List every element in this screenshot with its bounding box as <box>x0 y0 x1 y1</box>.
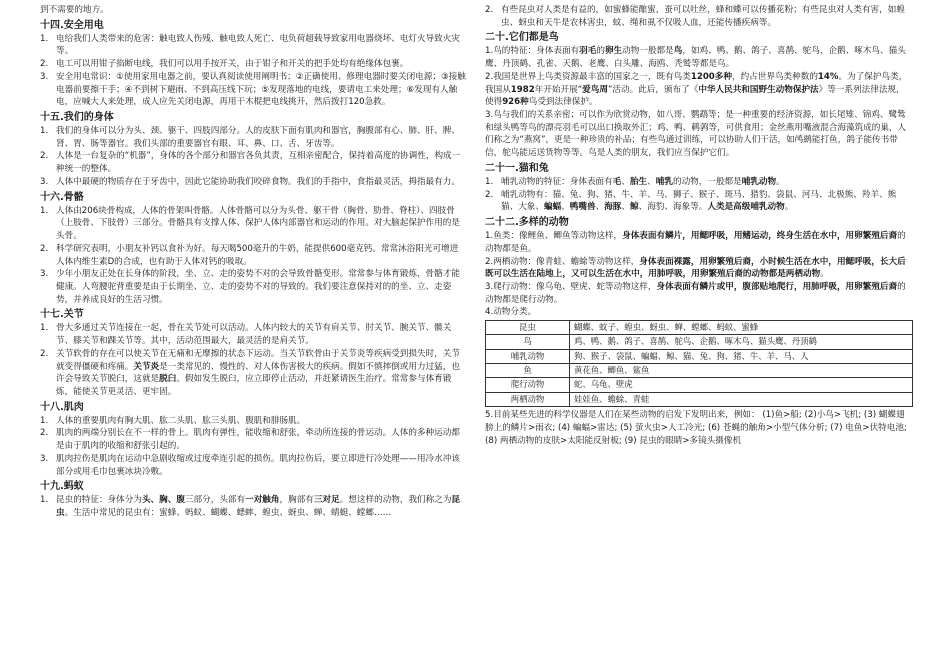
list-item: 1. 我们的身体可以分为头、颈、躯干、四肢四部分。人的皮肤下面有肌肉和器官，胸腹部有心、肺、肝、脾、肾、胃、肠等器官。我们头部的重要器官有眼、耳、鼻、口、舌、牙齿等。 <box>40 125 466 150</box>
text-run: ”活动。此后，颁布了《 <box>607 84 699 95</box>
bold-term: 三对足 <box>313 495 340 506</box>
text-run: 1.鱼类：像鲤鱼、鲫鱼等动物这样， <box>485 231 623 242</box>
bold-term: 身体表面有鳞片或甲，腹部贴地爬行，用肺呼吸，用卵繁殖后裔 <box>656 281 898 292</box>
list-item: 2. 关节软骨的存在可以使关节在无痛和无摩擦的状态下运动。当关节软骨由于关节炎等疾病受到损失时，关节就变得僵硬和疼痛。关节炎是一类常见的、慢性的、对人体伤害极大的疾病。假如不慎摔倒或用力过猛，也许会导致关节脱臼，这就是脱臼。假如发生脱臼，应立即停止活动，并赶紧请医生治疗。常常参与体育锻炼，能使关节更灵活、更牢固。 <box>40 348 466 399</box>
bold-term: 鸭嘴兽 <box>569 202 596 213</box>
table-row <box>486 392 913 406</box>
bold-term: 鲸 <box>630 202 639 213</box>
text-run: 的动物都是鱼。 <box>485 231 906 254</box>
paragraph: 4.动物分类。 <box>485 307 537 318</box>
text-run: 。假如发生脱臼，应立即停止活动，并赶紧请医生治疗。常常参与体育锻炼，能使关节更灵活、更牢固。 <box>56 374 452 397</box>
section-title-birds: 二十.它们都是鸟 <box>485 32 559 44</box>
table-row <box>486 335 913 349</box>
table-row <box>486 364 913 378</box>
section-title-ants: 十九.蚂蚁 <box>40 481 84 493</box>
text-run: 的动物都是爬行动物。 <box>485 281 906 305</box>
text-run: 2.两栖动物：像青蛙、蟾蜍等动物这样， <box>485 256 640 267</box>
list-item: 1. 电给我们人类带来的危害：触电致人伤残、触电致人死亡、电负荷超载导致家用电器烧坏、电灯火导致火灾等。 <box>40 33 466 58</box>
table-row <box>486 349 913 363</box>
section-title-skeleton: 十六.骨骼 <box>40 191 84 203</box>
item-text: 人体由206块骨构成，人体的骨架叫骨骼。人体骨骼可以分为头骨、躯干骨（胸骨、肋骨、脊柱）、四肢骨（上肢骨、下肢骨）三部分。骨骼具有支撑人体、保护人体内部器官和运动的作用。对大脑起保护作用的是头骨。 <box>56 205 460 242</box>
item-text <box>56 494 466 519</box>
section-title-diverse-animals: 二十二.多样的动物 <box>485 217 569 229</box>
text-run: 、 <box>621 176 630 187</box>
bold-term: 关节炎 <box>133 361 160 372</box>
bold-term: 海豚 <box>604 202 622 213</box>
bold-term: 人类是高级哺乳动物 <box>707 202 785 213</box>
bold-term: 926种 <box>502 97 529 108</box>
bold-term: 昆虫 <box>56 495 461 518</box>
table-row <box>486 378 913 392</box>
section-title-body: 十五.我们的身体 <box>40 112 114 124</box>
table-cell-category: 哺乳动物 <box>486 349 570 363</box>
list-item: 2. 科学研究表明，小朋友补钙以食补为好。每天喝500毫升的牛奶，能提供600毫克钙。常常沐浴阳光可增进人体内维生素D的合成，也有助于人体对钙的吸取。 <box>40 243 466 268</box>
text-run: 。 <box>784 202 794 213</box>
item-text: 人体中最硬的物质存在于牙齿中，因此它能协助我们咬碎食物。我们的手指中，食指最灵活，拇指最有力。 <box>56 176 460 187</box>
text-run: ，约占世界鸟类种数的 <box>731 71 818 82</box>
list-item: 1. 哺乳动物的特征：身体表面有毛、胎生、哺乳的动物，一般都是哺乳动物。 <box>485 176 913 189</box>
text-run: 2.我国是世界上鸟类资源最丰富的国家之一，既有鸟类 <box>485 71 691 82</box>
list-item: 1. 骨大多通过关节连接在一起，骨在关节处可以活动。人体内较大的关节有肩关节、肘关节、腕关节、髋关节、膝关节和踝关节等。其中，活动范围最大，最灵活的是肩关节。 <box>40 322 466 347</box>
text-run: 。为了保护鸟类，我国从 <box>485 71 908 95</box>
text-run: 哺乳动物的特征：身体表面有 <box>501 176 613 187</box>
bold-term: 身体表面裸露，用卵繁殖后裔，小时候生活在水中，用鳃呼吸，长大后既可以生活在陆地上，又可以生活在水中，用肺呼吸，用卵繁殖后裔的动物都是两栖动物 <box>485 256 906 280</box>
list-item: 3. 少年小朋友正处在长身体的阶段，坐、立、走的姿势不对的会导致骨骼变形。常常参与体育锻炼，骨骼才能健康。人弯腰驼背重要是由于长期坐、立、走的姿势不对的导致的。我们要注意保持对的的坐、立、走姿势，并养成良好的生活习惯。 <box>40 268 466 306</box>
text-run: 昆虫的特征：身体分为 <box>56 495 142 506</box>
bold-term: 哺乳动物 <box>741 176 777 187</box>
list-item: 2. 哺乳动物有：猫、兔、狗、猪、牛、羊、马、狮子、猴子、斑马、猎豹、袋鼠、河马、北极熊、羚羊、熊猫、大象、蝙蝠、鸭嘴兽、海豚、鲸、海豹、海象等。人类是高级哺乳动物。 <box>485 189 913 214</box>
paragraph: 3.鸟与我们的关系亲密；可以作为欣赏动物，如八哥、鹦鹉等；是一种重要的经济资源，如长尾雉、锦鸡、鹭鸶和绿头鸭等鸟的漂亮羽毛可以出口换取外汇；鸡、鸭、鹌鹑等，可供食用；金丝燕用嘴液混合海藻筑成的巢，人们称之为“燕窝”，更是一种珍贵的补品；有些鸟通过训练，可以协助人们干活，如鸬鹚能打鱼，鸽子能传书带信，鸵鸟能运送货物等等。鸟是人类的朋友，我们应当保护它们。 <box>485 110 907 159</box>
section-title-safe-electricity: 十四.安全用电 <box>40 19 104 31</box>
intro-line: 到不需要的地方。 <box>40 5 109 15</box>
bold-term: 鸟 <box>673 46 683 57</box>
text-run: 是一类常见的、慢性的、对人体伤害极大的疾病。假如不慎摔倒或用力过猛，也许会导致关节脱臼，这就是 <box>56 361 460 385</box>
bold-term: 一对触角 <box>245 495 280 506</box>
list-item: 1. 昆虫的特征：身体分为头、胸、腹三部分，头部有一对触角，胸部有三对足。想这样的动物，我们称之为昆虫。生活中常见的昆虫有：蜜蜂、蚂蚁、蝴蝶、蟋蟀、蝗虫、蚜虫、蝉、蜻蜓、螳螂…… <box>40 494 466 519</box>
text-run: 鸟受到法律保护。 <box>528 97 598 108</box>
bold-term: 哺乳 <box>655 176 673 187</box>
bold-term: 爱鸟周 <box>582 84 608 95</box>
bold-term: 中华人民共和国野生动物保护法 <box>698 84 819 95</box>
text-run: 的 <box>596 46 605 57</box>
list-item: 1. 人体的重要肌肉有胸大肌、肱二头肌、肱三头肌、腹肌和腓肠肌。 <box>40 415 466 428</box>
bold-term: 1200多种 <box>690 71 732 82</box>
text-run: 。生活中常见的昆虫有：蜜蜂、蚂蚁、蝴蝶、蟋蟀、蝗虫、蚜虫、蝉、蜻蜓、螳螂…… <box>64 508 392 518</box>
section-title-joints: 十七.关节 <box>40 309 84 321</box>
text-run: 、 <box>647 176 656 187</box>
text-run: 3.爬行动物：像乌龟、壁虎、蛇等动物这样， <box>485 281 657 292</box>
bold-term: 卵生 <box>604 46 623 57</box>
text-run: 、 <box>595 202 605 213</box>
table-cell-examples: 蛇、乌龟、壁虎 <box>570 378 913 392</box>
paragraph <box>485 230 913 255</box>
item-text: 我们的身体可以分为头、颈、躯干、四肢四部分。人的皮肤下面有肌肉和器官，胸腹部有心、肺、肝、脾、肾、胃、肠等器官。我们头部的重要器官有眼、耳、鼻、口、舌、牙齿等。 <box>56 126 460 149</box>
bold-term: 胎生 <box>629 176 648 187</box>
item-text <box>56 348 466 399</box>
bold-term: 头、胸、腹 <box>141 495 185 506</box>
bold-term: 脱臼 <box>159 374 177 385</box>
table-cell-category: 爬行动物 <box>486 378 570 392</box>
text-run: 年开始开展“ <box>534 84 583 95</box>
item-text: 电工可以用钳子掐断电线，我们可以用手按开关，由于钳子和开关的把手处均有绝缘体包裹。 <box>56 59 409 70</box>
bold-term: 羽毛 <box>579 46 597 57</box>
list-item: 2. 电工可以用钳子掐断电线，我们可以用手按开关，由于钳子和开关的把手处均有绝缘体包裹。 <box>40 58 466 71</box>
table-cell-examples: 狗、猴子、袋鼠、蝙蝠、鲸、猫、兔、狗、猪、牛、羊、马、人 <box>570 349 913 363</box>
left-column <box>40 4 466 520</box>
bold-term: 蝙蝠 <box>543 202 562 213</box>
item-text: 人体的重要肌肉有胸大肌、肱二头肌、肱三头肌、腹肌和腓肠肌。 <box>56 415 306 426</box>
item-text: 少年小朋友正处在长身体的阶段，坐、立、走的姿势不对的会导致骨骼变形。常常参与体育锻炼，骨骼才能健康。人弯腰驼背重要是由于长期坐、立、走的姿势不对的导致的。我们要注意保持对的的坐、立、走姿势，并养成良好的生活习惯。 <box>56 269 460 305</box>
table-cell-category: 鱼 <box>486 364 570 378</box>
paragraph <box>485 45 913 70</box>
list-item: 2. 人体是一台复杂的“机器”，身体的各个部分和器官各负其责，互相亲密配合，保持着高度的协调性，构成一种统一的整体。 <box>40 150 466 175</box>
table-cell-category: 两栖动物 <box>486 392 570 406</box>
text-run: 关节软骨的存在可以使关节在无痛和无摩擦的状态下运动。当关节软骨由于关节炎等疾病受到损失时，关节就变得僵硬和疼痛。 <box>56 348 460 372</box>
bold-term: 1982 <box>510 84 535 95</box>
paragraph <box>485 256 913 281</box>
item-text: 骨大多通过关节连接在一起，骨在关节处可以活动。人体内较大的关节有肩关节、肘关节、腕关节、髋关节、膝关节和踝关节等。其中，活动范围最大，最灵活的是肩关节。 <box>56 323 452 347</box>
item-text: 肌肉拉伤是肌肉在运动中急剧收缩或过度牵连引起的损伤。肌肉拉伤后，要立即进行冷处理——用冷水冲该部分或用毛巾包裹冰块冷敷。 <box>56 453 460 477</box>
item-text: 人体是一台复杂的“机器”，身体的各个部分和器官各负其责，互相亲密配合，保持着高度的协调性，构成一种统一的整体。 <box>56 151 461 175</box>
section-title-cats-rabbits: 二十一.猫和兔 <box>485 162 549 174</box>
text-run: 三部分，头部有 <box>184 495 246 506</box>
text-run: ，胸部有 <box>279 495 314 506</box>
paragraph <box>485 71 913 109</box>
text-run: 、 <box>561 202 570 213</box>
paragraph: 5.目前某些先进的科学仪器是人们在某些动物的启发下发明出来，例如： (1)鱼>船; (2)小鸟>飞机; (3) 蝴蝶翅膀上的鳞片>雨衣; (4) 蝙蝠>雷达; (5) 萤火虫>人工冷光; (6) 苍蝇的触角>小型气体分析; (7) 电鱼>伏特电池; (8) 两栖动物的皮肤>太阳能反射板; (9) 昆虫的眼睛>多镜头摄像机 <box>485 410 907 446</box>
list-item: 1. 人体由206块骨构成，人体的骨架叫骨骼。人体骨骼可以分为头骨、躯干骨（胸骨、肋骨、脊柱）、四肢骨（上肢骨、下肢骨）三部分。骨骼具有支撑人体、保护人体内部器官和运动的作用。对大脑起保护作用的是头骨。 <box>40 205 466 243</box>
text-run: 动物一般都是 <box>622 46 674 57</box>
item-text <box>501 176 913 189</box>
text-run: 、 <box>621 202 631 213</box>
text-run: 》等一系列法律法规，使得 <box>485 84 905 108</box>
item-text: 肌肉的两端分别长在不一样的骨上。肌肉有弹性，能收缩和舒张，牵动所连接的骨运动。人体的多种运动都是由于肌肉的收缩和舒张引起的。 <box>56 428 460 452</box>
item-text: 有些昆虫对人类是有益的，如蜜蜂能酿蜜，蚕可以吐丝，蜂和蝶可以传播花粉；有些昆虫对人类有害，如蝗虫、蚜虫和天牛是农林害虫，蚊、绳和虱不仅吸人血，还能传播疾病等。 <box>501 5 905 28</box>
table-cell-examples: 鸡、鸭、鹅、鸽子、喜鹊、鸵鸟、企鹅、啄木鸟、猫头鹰、丹顶鹤 <box>570 335 913 349</box>
paragraph <box>485 281 913 306</box>
animal-classification-table <box>485 320 913 407</box>
item-number: 2. <box>485 5 494 15</box>
table-cell-examples: 蝴蝶、蚊子、蝗虫、蚜虫、蝉、螳螂、蚂蚁、蜜蜂 <box>570 321 913 335</box>
item-text: 安全用电常识：①使用家用电器之前，要认真阅读使用阐明书；②正确使用、修理电器时要关闭电源；③接触电器前要擦干手；④不到树下避雨、不到高压线下玩；⑤发现落地的电线，要请电工来处理；⑥发现有人触电，应喊大人来处理，成人应先关闭电源，再用干木棍把电线挑开，然后拨打120急救。 <box>56 71 466 108</box>
table-cell-category: 鸟 <box>486 335 570 349</box>
table-cell-examples: 娃娃鱼、蟾蜍、青蛙 <box>570 392 913 406</box>
text-run: 的动物，一般都是 <box>672 176 742 187</box>
list-item <box>485 4 913 29</box>
list-item: 3. 肌肉拉伤是肌肉在运动中急剧收缩或过度牵连引起的损伤。肌肉拉伤后，要立即进行冷处理——用冷水冲该部分或用毛巾包裹冰块冷敷。 <box>40 453 466 478</box>
item-text: 电给我们人类带来的危害：触电致人伤残、触电致人死亡、电负荷超载导致家用电器烧坏、电灯火导致火灾等。 <box>56 33 460 57</box>
text-run: 1.鸟的特征：身体表面有 <box>485 46 580 57</box>
item-text <box>501 189 913 214</box>
table-cell-examples: 黄花鱼、鲫鱼、鲨鱼 <box>570 364 913 378</box>
text-run: 、海豹、海象等。 <box>638 202 708 213</box>
list-item: 2. 肌肉的两端分别长在不一样的骨上。肌肉有弹性，能收缩和舒张，牵动所连接的骨运动。人体的多种运动都是由于肌肉的收缩和舒张引起的。 <box>40 427 466 452</box>
bold-term: 14% <box>817 71 839 82</box>
bold-term: 毛 <box>612 176 622 187</box>
text-run: 哺乳动物有：猫、兔、狗、猪、牛、羊、马、狮子、猴子、斑马、猎豹、袋鼠、河马、北极熊、羚羊、熊猫、大象、 <box>501 189 897 213</box>
right-column <box>485 4 913 447</box>
text-run: ，如鸡、鸭、鹅、鸽子、喜鹊、鸵鸟、企鹅、啄木鸟、猫头鹰、丹顶鹤、孔雀、天鹅、老鹰、白头雕、海鸥、秃鹫等都是鸟。 <box>485 46 906 70</box>
table-cell-category: 昆虫 <box>486 321 570 335</box>
list-item: 3. 人体中最硬的物质存在于牙齿中，因此它能协助我们咬碎食物。我们的手指中，食指最灵活，拇指最有力。 <box>40 176 466 189</box>
text-run: 。想这样的动物，我们称之为 <box>339 495 452 506</box>
table-row <box>486 321 913 335</box>
bold-term: 身体表面有鳞片，用鳃呼吸，用鳍运动，终身生活在水中，用卵繁殖后裔 <box>622 231 898 242</box>
text-run: 。 <box>820 269 829 280</box>
section-title-muscles: 十八.肌肉 <box>40 401 84 413</box>
item-text: 科学研究表明，小朋友补钙以食补为好。每天喝500毫升的牛奶，能提供600毫克钙。常常沐浴阳光可增进人体内维生素D的合成，也有助于人体对钙的吸取。 <box>56 243 459 267</box>
list-item: 3. 安全用电常识：①使用家用电器之前，要认真阅读使用阐明书；②正确使用、修理电器时要关闭电源；③接触电器前要擦干手；④不到树下避雨、不到高压线下玩；⑤发现落地的电线，要请电工来处理；⑥发现有人触电，应喊大人来处理，成人应先关闭电源，再用干木棍把电线挑开，然后拨打120急救。 <box>40 71 466 108</box>
text-run: 。 <box>776 176 785 187</box>
